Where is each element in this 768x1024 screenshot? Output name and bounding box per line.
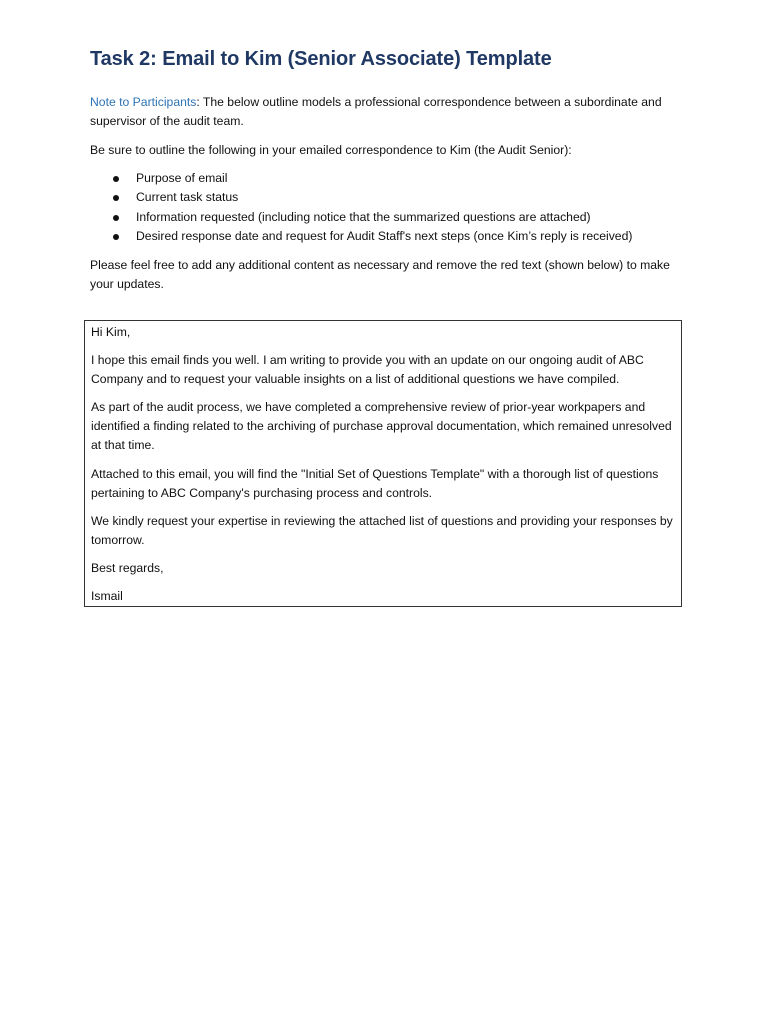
email-paragraph: I hope this email finds you well. I am writing to provide you with an update on our ongoing audit of ABC Company and to request your valuable insights on a list of additional questions we have compiled.: [91, 353, 644, 386]
email-greeting: Hi Kim,: [91, 325, 131, 339]
bullet-text: Information requested (including notice that the summarized questions are attached): [136, 209, 591, 224]
page-title: Task 2: Email to Kim (Senior Associate) Template: [90, 48, 552, 70]
bullet-icon: [113, 234, 119, 240]
bullet-icon: [113, 176, 119, 182]
bullet-item: [90, 227, 690, 246]
bullet-icon: [113, 215, 119, 221]
bullet-item: [90, 169, 690, 188]
outline-bullet-list: [90, 169, 690, 246]
note-label: Note to Participants: [90, 95, 197, 109]
note-to-participants: [90, 93, 680, 130]
email-template-box: [84, 320, 682, 607]
instruction-text: Be sure to outline the following in your emailed correspondence to Kim (the Audit Senior):: [90, 143, 572, 157]
bullet-text: Desired response date and request for Audit Staff's next steps (once Kim’s reply is received): [136, 228, 633, 243]
bullet-text: Purpose of email: [136, 171, 228, 185]
email-paragraph: As part of the audit process, we have completed a comprehensive review of prior-year workpapers and identified a finding related to the archiving of purchase approval documentation, which remained unresolved at that time.: [91, 400, 672, 452]
email-signature: Ismail: [91, 589, 123, 603]
bullet-text: Current task status: [136, 190, 239, 205]
email-paragraph: Attached to this email, you will find the "Initial Set of Questions Template" with a thorough list of questions pertaining to ABC Company's purchasing process and controls.: [91, 467, 659, 500]
email-paragraph: We kindly request your expertise in reviewing the attached list of questions and providing your responses by tomorrow.: [91, 514, 673, 547]
note-text: : The below outline models a professional correspondence between a subordinate and supervisor of the audit team.: [90, 95, 662, 128]
bullet-icon: [113, 195, 119, 201]
email-signoff: Best regards,: [91, 561, 164, 575]
bullet-item: [90, 188, 690, 207]
closing-instruction: Please feel free to add any additional content as necessary and remove the red text (shown below) to make your updates.: [90, 258, 670, 291]
bullet-item: [90, 208, 690, 227]
